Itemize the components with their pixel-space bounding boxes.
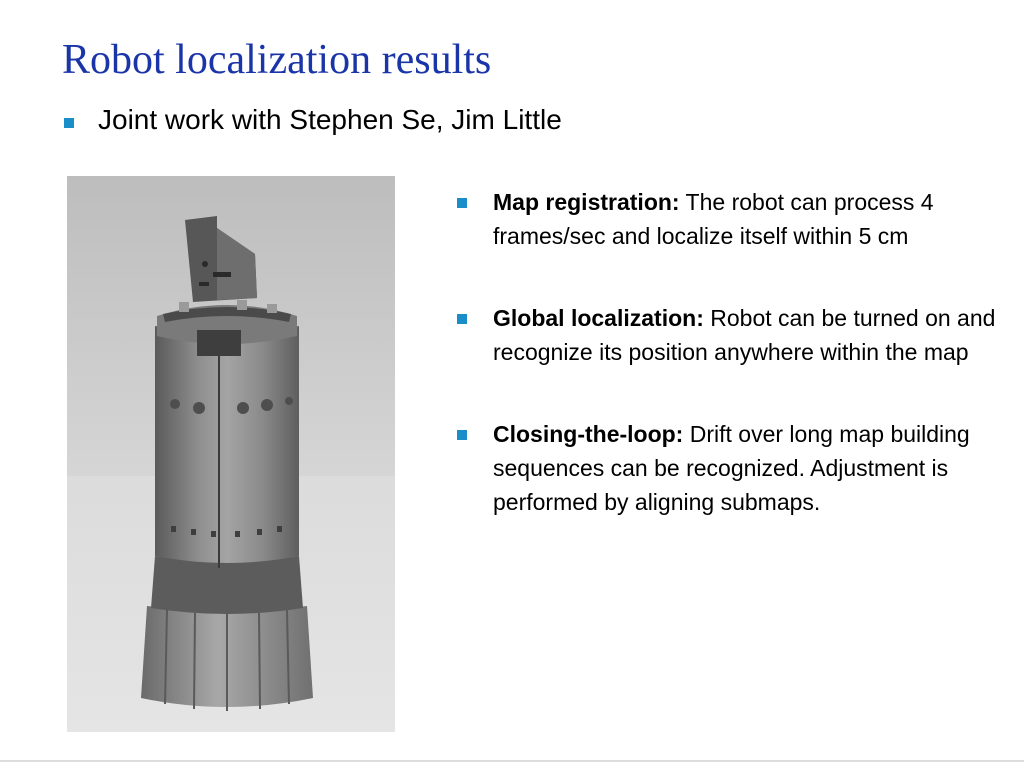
bullet-marker <box>457 430 467 440</box>
bullet-list <box>454 185 999 519</box>
bullet-text: Robot can be turned on and recognize its position anywhere within the map <box>493 305 996 365</box>
bullet-closing-the-loop <box>454 417 999 519</box>
bullet-text: The robot can process 4 frames/sec and localize itself within 5 cm <box>493 189 934 249</box>
bullet-map-registration <box>454 185 999 253</box>
bullet-label: Map registration: <box>493 189 680 215</box>
bullet-marker <box>457 314 467 324</box>
footer-divider <box>0 760 1024 762</box>
bullet-label: Closing-the-loop: <box>493 421 684 447</box>
robot-photo <box>67 176 395 732</box>
bullet-label: Global localization: <box>493 305 704 331</box>
subtitle: Joint work with Stephen Se, Jim Little <box>98 104 562 135</box>
bullet-marker <box>457 198 467 208</box>
bullet-text: Drift over long map building sequences can be recognized. Adjustment is performed by aligning submaps. <box>493 421 970 515</box>
bullet-global-localization <box>454 301 999 369</box>
subtitle-bullet <box>64 118 74 128</box>
slide-title: Robot localization results <box>62 37 492 83</box>
